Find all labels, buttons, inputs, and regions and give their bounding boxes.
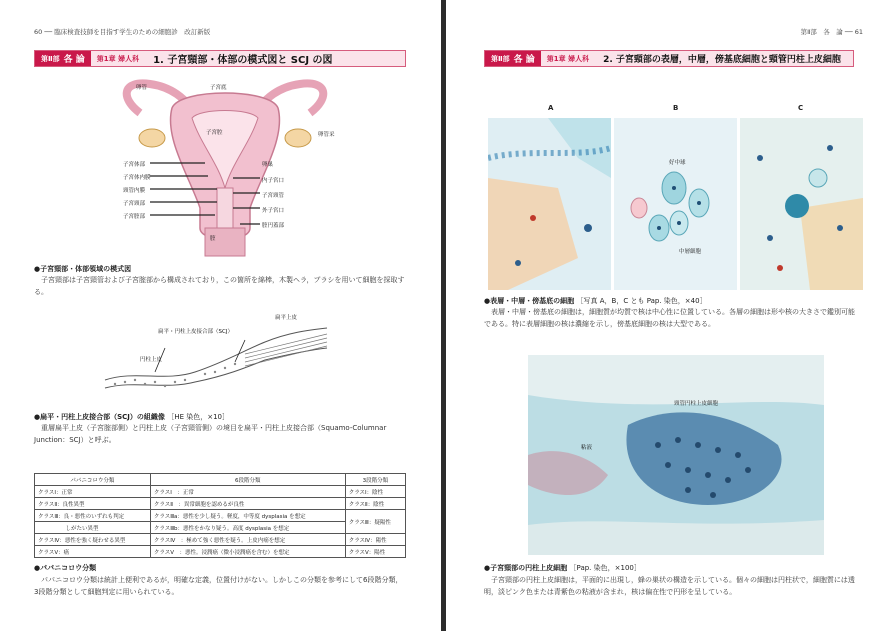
label-fundus: 子宮底 bbox=[210, 85, 227, 91]
table-header: パパニコロウ分類 bbox=[35, 474, 151, 486]
label-ovary: 卵巣 bbox=[262, 162, 274, 168]
label-intermediate: 中層細胞 bbox=[679, 249, 702, 255]
photo-b-intermediate bbox=[614, 118, 737, 290]
label-oviduct: 卵管 bbox=[136, 85, 148, 91]
photo-c-parabasal bbox=[740, 118, 863, 290]
label-vagina: 腟 bbox=[210, 236, 216, 242]
right-page bbox=[446, 0, 891, 631]
photo-a-superficial bbox=[488, 118, 611, 290]
section3-text: パパニコロウ分類は統計上便利であるが，明確な定義，位置付けがない。しかしこの分類を参考にして6段階分類，3段階分類として細胞判定に用いられている。 bbox=[34, 576, 403, 596]
chapter-label: 第1章 婦人科 bbox=[546, 54, 590, 63]
left-page bbox=[0, 0, 441, 631]
papanicolaou-table bbox=[34, 473, 406, 558]
chapter-label: 第1章 婦人科 bbox=[96, 54, 140, 63]
table-row: クラスⅢ：良・悪性のいずれも判定 クラスⅢa：悪性を少し疑う。軽度，中等度 dysplasia を想定 クラスⅢ：疑陽性 bbox=[35, 510, 406, 522]
label-endometrium: 子宮体内膜 bbox=[123, 175, 151, 181]
label-neutrophil: 好中球 bbox=[669, 160, 686, 166]
label-cervical-mucosa: 頸管内膜 bbox=[123, 188, 146, 194]
section1-text: 子宮頸部は子宮頸管および子宮腟部から構成されており，この箇所を綿棒，木製ヘラ，ブラシを用いて細胞を採取する。 bbox=[34, 276, 405, 296]
uterus-diagram bbox=[110, 78, 340, 258]
table-row: クラスⅣ：悪性を強く疑わせる異型 クラスⅣ ：極めて強く悪性を疑う。上皮内癌を想定 クラスⅣ：陽性 bbox=[35, 534, 406, 546]
label-cervix: 子宮頸部 bbox=[123, 201, 146, 207]
label-squamous: 扁平上皮 bbox=[275, 315, 298, 321]
section3-title: ●パパニコロウ分類 bbox=[34, 564, 97, 572]
label-portio: 子宮腟部 bbox=[123, 214, 146, 220]
photo-section2-text: 子宮頸部の円柱上皮細胞は，平面的に出現し，蜂の巣状の構造を示している。個々の細胞は円柱状で，細胞質には透明，淡ピンク色または青紫色の粘液が含まれ，核は偏在性で円形を呈している。 bbox=[484, 576, 855, 596]
photo-letter-a: A bbox=[548, 104, 554, 112]
table-row: クラスⅤ：癌 クラスⅤ ：悪性。浸潤癌（微小浸潤癌を含む）を想定 クラスⅤ：陽性 bbox=[35, 546, 406, 558]
part-badge: 第Ⅱ部 各 論 bbox=[35, 51, 91, 66]
label-columnar: 円柱上皮 bbox=[140, 357, 163, 363]
label-cervical-canal: 子宮頸管 bbox=[262, 193, 285, 199]
photo-letter-b: B bbox=[673, 104, 679, 112]
label-fornix: 腟円蓋部 bbox=[262, 223, 285, 229]
right-section-header bbox=[484, 50, 854, 67]
right-running-head: 第Ⅱ部 各 論 ── 61 bbox=[800, 28, 863, 36]
table-row: しがたい異型 クラスⅢb：悪性をかなり疑う。高度 dysplasia を想定 bbox=[35, 522, 406, 534]
label-mucus: 粘液 bbox=[581, 445, 593, 451]
table-row: クラスⅡ：良性異型 クラスⅡ ：異常細胞を認めるが良性 クラスⅡ：陰性 bbox=[35, 498, 406, 510]
label-body: 子宮体部 bbox=[123, 162, 146, 168]
table-header: 6段階分類 bbox=[150, 474, 345, 486]
label-scj: 扁平・円柱上皮接合部（SCJ） bbox=[158, 329, 233, 335]
section1-title: ●子宮頸部・体部領域の模式図 bbox=[34, 265, 132, 273]
label-external-os: 外子宮口 bbox=[262, 208, 285, 214]
label-cavity: 子宮腔 bbox=[206, 130, 223, 136]
table-header: 3段階分類 bbox=[345, 474, 405, 486]
left-running-head: 60 ── 臨床検査技師を目指す学生のための細胞診 改訂新版 bbox=[34, 28, 211, 36]
table-row: クラスⅠ：正常 クラスⅠ ：正常 クラスⅠ：陰性 bbox=[35, 486, 406, 498]
photo-section1-text: 表層・中層・傍基底の細胞は，細胞質が均質で核は中心性に位置している。各層の細胞は形や核の大きさで鑑別可能である。特に表層細胞の核は濃縮を示し，傍基底細胞の核は大型である。 bbox=[484, 308, 855, 328]
label-columnar-cells: 頸管円柱上皮細胞 bbox=[674, 401, 719, 407]
label-fimbria: 卵管采 bbox=[318, 132, 335, 138]
page-title: 2. 子宮頸部の表層，中層，傍基底細胞と頸管円柱上皮細胞 bbox=[603, 55, 841, 65]
section2-text: 重層扁平上皮（子宮腟部側）と円柱上皮（子宮頸管側）の境目を扁平・円柱上皮接合部（Squamo-Columnar Junction：SCJ）と呼ぶ。 bbox=[34, 424, 387, 444]
label-internal-os: 内子宮口 bbox=[262, 178, 285, 184]
page-title: 1. 子宮頸部・体部の模式図と SCJ の図 bbox=[153, 55, 333, 66]
photo-columnar-epithelium bbox=[528, 355, 824, 555]
photo-letter-c: C bbox=[798, 104, 804, 112]
left-section-header bbox=[34, 50, 406, 67]
scj-histology bbox=[95, 310, 335, 400]
photo-section1-title: ●表層・中層・傍基底の細胞 ［写真 A，B，C とも Pap. 染色，×40］ bbox=[484, 297, 707, 305]
part-badge: 第Ⅱ部 各 論 bbox=[485, 51, 541, 66]
photo-section2-title: ●子宮頸部の円柱上皮細胞 ［Pap. 染色，×100］ bbox=[484, 564, 641, 572]
section2-title: ●扁平・円柱上皮接合部（SCJ）の組織像 ［HE 染色，×10］ bbox=[34, 413, 230, 421]
